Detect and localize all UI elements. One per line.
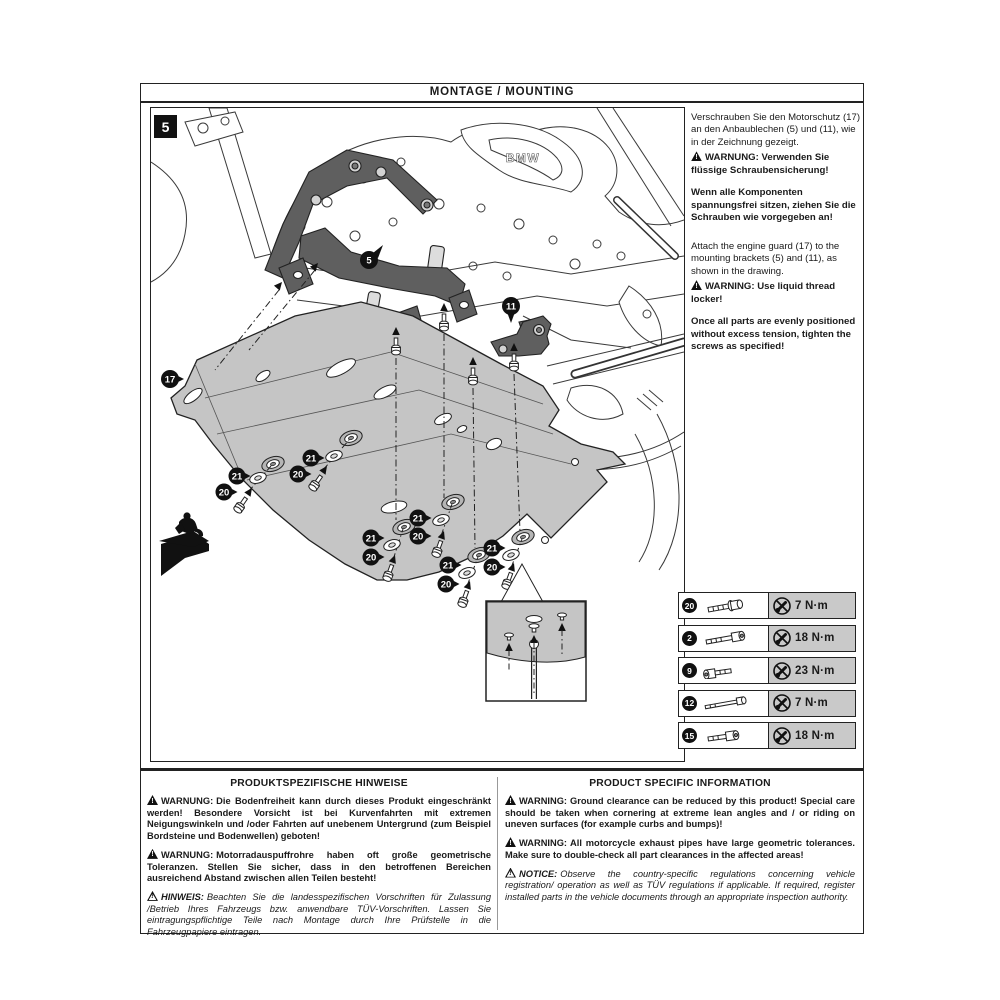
product-notes-en: [505, 774, 855, 910]
torque-value: 23 N·m: [795, 664, 835, 677]
part-number-badge: 2: [682, 631, 697, 646]
column-divider: [497, 777, 498, 930]
part-number-badge: 20: [682, 598, 697, 613]
svg-text:20: 20: [486, 562, 498, 574]
torque-row: [678, 625, 856, 652]
header-rule: [141, 101, 863, 103]
engine-logo: BMW: [505, 151, 541, 165]
torque-value: 18 N·m: [795, 729, 835, 742]
svg-text:20: 20: [365, 552, 377, 564]
notes-de-header: PRODUKTSPEZIFISCHE HINWEISE: [230, 778, 408, 789]
svg-text:21: 21: [442, 560, 454, 572]
socket-cap-screw-short-icon: [700, 663, 756, 679]
note-warning: ! WARNING: Ground clearance can be reduced by this product! Special care should be taken when cornering at extreme lean angles and / or riding on uneven surfaces (for example curbs and bumps)!: [505, 796, 855, 830]
torque-row: [678, 722, 856, 749]
torque-wrench-icon: [772, 661, 792, 681]
torque-row: [678, 657, 856, 684]
torque-value: 7 N·m: [795, 697, 828, 709]
notice-icon: !: [147, 891, 158, 901]
callout-badge-screw: [216, 484, 238, 501]
section-separator: [141, 768, 863, 771]
instruction-en-2: Once all parts are evenly positioned without excess tension, tighten the screws as specified!: [691, 316, 856, 353]
note-notice: ! NOTICE: Observe the country-specific regulations concerning vehicle registration/ operation as well as TÜV regulations if applicable. If required, register installed parts in the vehicle documents through an appropriate inspection authority.: [505, 868, 855, 902]
torque-table: [678, 592, 856, 755]
product-notes: [141, 774, 863, 938]
instruction-column: [691, 112, 863, 356]
callout-badge-engine-guard: [161, 370, 184, 388]
note-warning: ! WARNUNG: Die Bodenfreiheit kann durch dieses Produkt eingeschränkt werden! Besondere Vorsicht ist bei Kurvenfahrten mit extremen Neigungswinkeln und /oder Fahrten auf unebenem Untergrund (zum Beispiel Bordsteine und Bodenwellen) geboten!: [147, 796, 491, 842]
warning-icon: !: [691, 151, 702, 161]
callout-badge-screw: [438, 576, 460, 593]
mounting-bracket-rear: [491, 316, 551, 356]
manual-page: [140, 83, 864, 938]
svg-text:11: 11: [505, 301, 517, 313]
torque-value: 7 N·m: [795, 599, 828, 612]
svg-text:21: 21: [412, 513, 424, 525]
svg-text:20: 20: [218, 487, 230, 499]
svg-text:5: 5: [366, 255, 372, 267]
callout-badge-washer: [484, 540, 506, 557]
socket-cap-screw-medium-icon: [700, 728, 756, 744]
part-number-badge: 12: [682, 696, 697, 711]
note-warning: ! WARNING: All motorcycle exhaust pipes have large geometric tolerances. Make sure to double-check all part clearances in the affected areas!: [505, 838, 855, 860]
warning-de: ! WARNUNG: Verwenden Sie flüssige Schraubensicherung!: [691, 152, 830, 176]
svg-text:20: 20: [412, 531, 424, 543]
torque-row: [678, 690, 856, 717]
torque-value: 18 N·m: [795, 632, 835, 644]
svg-text:5: 5: [161, 119, 170, 135]
svg-text:20: 20: [292, 469, 304, 481]
notice-icon: !: [505, 868, 516, 878]
part-number-badge: 9: [682, 663, 697, 678]
svg-text:20: 20: [440, 579, 452, 591]
assembly-drawing-frame: [150, 107, 685, 762]
torque-wrench-icon: [772, 693, 792, 713]
torque-wrench-icon: [772, 596, 792, 616]
curb-warning-icon: [159, 512, 209, 576]
svg-text:21: 21: [365, 533, 377, 545]
warning-icon: !: [505, 837, 516, 847]
step-number-badge: [154, 115, 177, 138]
product-notes-de: [147, 774, 491, 945]
svg-text:17: 17: [164, 374, 176, 386]
instruction-de: Verschrauben Sie den Motorschutz (17) an den Anbaublechen (5) und (11), wie in der Zeichnung gezeigt.: [691, 112, 861, 148]
torque-wrench-icon: [772, 628, 792, 648]
hex-flange-screw-icon: [700, 598, 756, 614]
warning-icon: !: [691, 280, 702, 290]
svg-text:21: 21: [305, 453, 317, 465]
callout-badge-bracket-rear: [502, 297, 520, 323]
warning-icon: !: [147, 795, 158, 805]
instruction-en: Attach the engine guard (17) to the mounting brackets (5) and (11), as shown in the drawing.: [691, 240, 840, 277]
screw-detail-inset: [486, 564, 586, 701]
notes-en-header: PRODUCT SPECIFIC INFORMATION: [589, 778, 771, 789]
page-title: MONTAGE / MOUNTING: [429, 86, 575, 98]
callout-badge-screw: [484, 559, 506, 576]
torque-wrench-icon: [772, 726, 792, 746]
svg-text:21: 21: [231, 471, 243, 483]
socket-cap-screw-icon: [700, 630, 756, 646]
thin-long-screw-icon: [700, 695, 756, 711]
torque-row: [678, 592, 856, 619]
part-number-badge: 15: [682, 728, 697, 743]
warning-icon: !: [505, 795, 516, 805]
svg-text:21: 21: [486, 543, 498, 555]
note-warning: ! WARNUNG: Motorradauspuffrohre haben oft große geometrische Toleranzen. Stellen Sie sicher, dass in den betroffenen Bereichen ausreichend Abstand zwischen allen Teilen besteht!: [147, 849, 491, 884]
instruction-de-2: Wenn alle Komponenten spannungsfrei sitzen, ziehen Sie die Schrauben wie vorgegeben an!: [691, 187, 856, 224]
note-notice: ! HINWEIS: Beachten Sie die landesspezifischen Vorschriften für Zulassung /Betrieb Ihres Fahrzeugs bzw. anwendbare TÜV-Vorschriften. Lassen Sie eintragungspflichtige Teile nach Montage durch Ihre Prüfstelle in die Fahrzeugpapiere eintragen.: [147, 891, 491, 938]
warning-icon: !: [147, 849, 158, 859]
warning-en: ! WARNING: Use liquid thread locker!: [691, 281, 836, 305]
assembly-drawing: [151, 108, 684, 761]
